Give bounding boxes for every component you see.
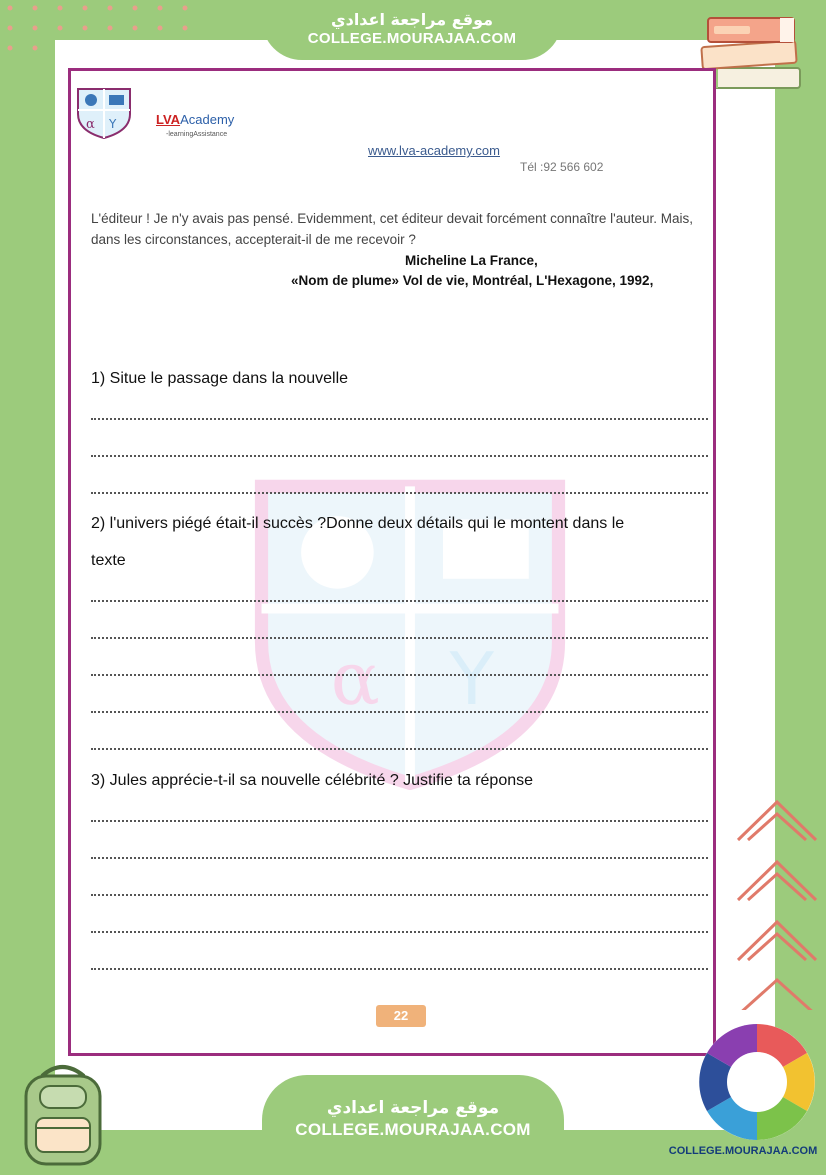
badge-site-label[interactable]: COLLEGE.MOURAJAA.COM: [668, 1145, 818, 1157]
answer-line[interactable]: [91, 711, 708, 713]
lva-academy-logo-icon: [76, 86, 132, 140]
question-1: 1) Situe le passage dans la nouvelle: [91, 370, 349, 387]
answer-line[interactable]: [91, 455, 708, 457]
answer-line[interactable]: [91, 674, 708, 676]
answer-line[interactable]: [91, 418, 708, 420]
school-subjects-circle-icon: [694, 1020, 820, 1144]
answer-line[interactable]: [91, 857, 708, 859]
phone-number: Tél :92 566 602: [520, 160, 604, 174]
header-banner: [262, 0, 562, 60]
brand-name: [156, 112, 234, 127]
answer-line[interactable]: [91, 931, 708, 933]
answer-line[interactable]: [91, 600, 708, 602]
website-link[interactable]: www.lva-academy.com: [368, 143, 500, 158]
brand-tagline: -learningAssistance: [166, 131, 228, 138]
backpack-icon: [12, 1058, 114, 1168]
answer-line[interactable]: [91, 748, 708, 750]
excerpt-author: Micheline La France,: [405, 253, 538, 268]
excerpt-text: L'éditeur ! Je n'y avais pas pensé. Evidemment, cet éditeur devait forcément connaître l'auteur. Mais, dans les circonstances, accepterait-il de me recevoir ?: [91, 211, 694, 247]
footer-site-link[interactable]: COLLEGE.MOURAJAA.COM: [295, 1120, 531, 1139]
lva-watermark-icon: [245, 460, 575, 790]
svg-text:α: α: [86, 117, 95, 132]
chevron-up-icon: [732, 790, 822, 1010]
brand-academy: Academy: [180, 112, 235, 127]
page-number: 22: [376, 1005, 426, 1027]
svg-text:Y: Y: [449, 638, 494, 723]
answer-line[interactable]: [91, 968, 708, 970]
question-2: 2) l'univers piégé était-il succès ?Donne deux détails qui le montent dans le: [91, 515, 625, 532]
header-arabic-title: موقع مراجعة اعدادي: [330, 10, 494, 29]
question-2-continued: texte: [91, 552, 126, 569]
footer-arabic-title: موقع مراجعة اعدادي: [326, 1098, 500, 1118]
svg-text:α: α: [330, 638, 380, 723]
answer-line[interactable]: [91, 894, 708, 896]
question-3: 3) Jules apprécie-t-il sa nouvelle célébrité ? Justifie ta réponse: [91, 772, 534, 789]
answer-line[interactable]: [91, 820, 708, 822]
excerpt-source: «Nom de plume» Vol de vie, Montréal, L'Hexagone, 1992,: [291, 273, 654, 288]
answer-line[interactable]: [91, 492, 708, 494]
footer-banner: [262, 1075, 564, 1175]
answer-line[interactable]: [91, 637, 708, 639]
svg-text:Y: Y: [109, 117, 117, 131]
brand-lva: LVA: [156, 112, 181, 127]
header-site-link[interactable]: COLLEGE.MOURAJAA.COM: [307, 30, 517, 47]
